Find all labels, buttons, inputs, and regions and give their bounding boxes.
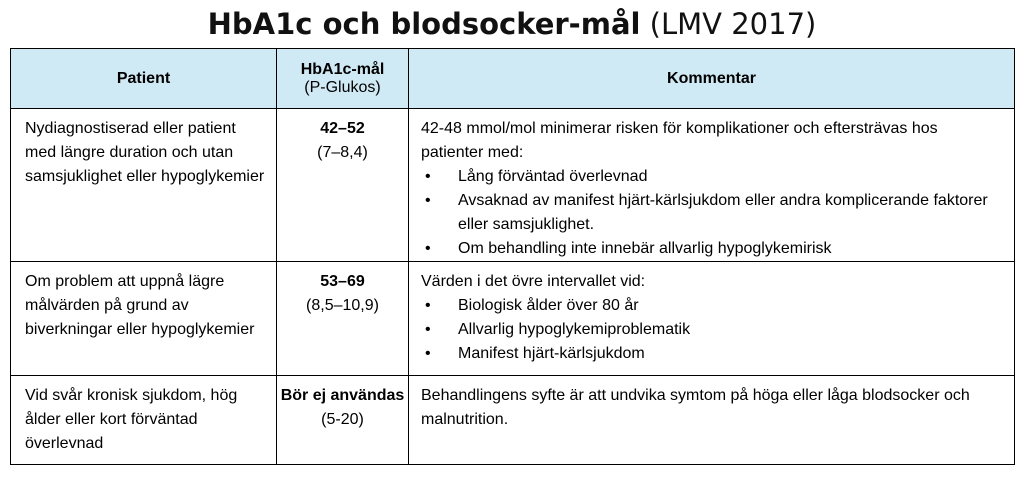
title-sub: (LMV 2017) — [649, 7, 817, 41]
list-item: • Lång förväntad överlevnad — [421, 165, 1002, 189]
patient-cell: Nydiagnostiserad eller patient med längre duration och utan samsjuklighet eller hypoglykemier — [11, 109, 277, 262]
list-item: • Om behandling inte innebär allvarlig hypoglykemirisk — [421, 237, 1002, 261]
goal-cell — [277, 262, 409, 376]
header-goal-sub: (P-Glukos) — [304, 78, 381, 96]
goal-cell — [277, 109, 409, 262]
comment-list — [421, 294, 1002, 366]
table-header-row — [11, 49, 1015, 109]
comment-intro: 42-48 mmol/mol minimerar risken för komplikationer och eftersträvas hos patienter med: — [421, 120, 938, 161]
header-patient: Patient — [11, 49, 277, 109]
table-row — [11, 109, 1015, 262]
list-item: • Allvarlig hypoglykemiproblematik — [421, 318, 1002, 342]
table-row — [11, 262, 1015, 376]
goal-glucose: (7–8,4) — [317, 144, 368, 161]
goal-value: Bör ej användas — [280, 387, 405, 404]
header-comment: Kommentar — [409, 49, 1015, 109]
comment-cell — [409, 262, 1015, 376]
table-row — [11, 376, 1015, 465]
hba1c-goals-table — [10, 48, 1015, 465]
patient-cell: Vid svår kronisk sjukdom, hög ålder eller kort förväntad överlevnad — [11, 376, 277, 465]
title-main: HbA1c och blodsocker-mål — [207, 7, 641, 41]
goal-glucose: (8,5–10,9) — [306, 297, 379, 314]
list-item: • Avsaknad av manifest hjärt-kärlsjukdom eller andra komplicerande faktorer eller samsjuklighet. — [421, 189, 1002, 237]
list-item: • Manifest hjärt-kärlsjukdom — [421, 342, 1002, 366]
patient-cell: Om problem att uppnå lägre målvärden på grund av biverkningar eller hypoglykemier — [11, 262, 277, 376]
goal-value: 42–52 — [320, 120, 365, 137]
page-title — [0, 4, 1024, 44]
comment-cell — [409, 109, 1015, 262]
goal-glucose: (5-20) — [321, 411, 364, 428]
comment-intro: Värden i det övre intervallet vid: — [421, 273, 646, 290]
comment-list — [421, 165, 1002, 261]
header-goal-label: HbA1c-mål — [300, 60, 385, 78]
goal-cell — [277, 376, 409, 465]
list-item: • Biologisk ålder över 80 år — [421, 294, 1002, 318]
goal-value: 53–69 — [320, 273, 365, 290]
comment-cell — [409, 376, 1015, 465]
comment-intro: Behandlingens syfte är att undvika symtom på höga eller låga blodsocker och malnutrition. — [421, 387, 970, 428]
header-goal — [277, 49, 409, 109]
